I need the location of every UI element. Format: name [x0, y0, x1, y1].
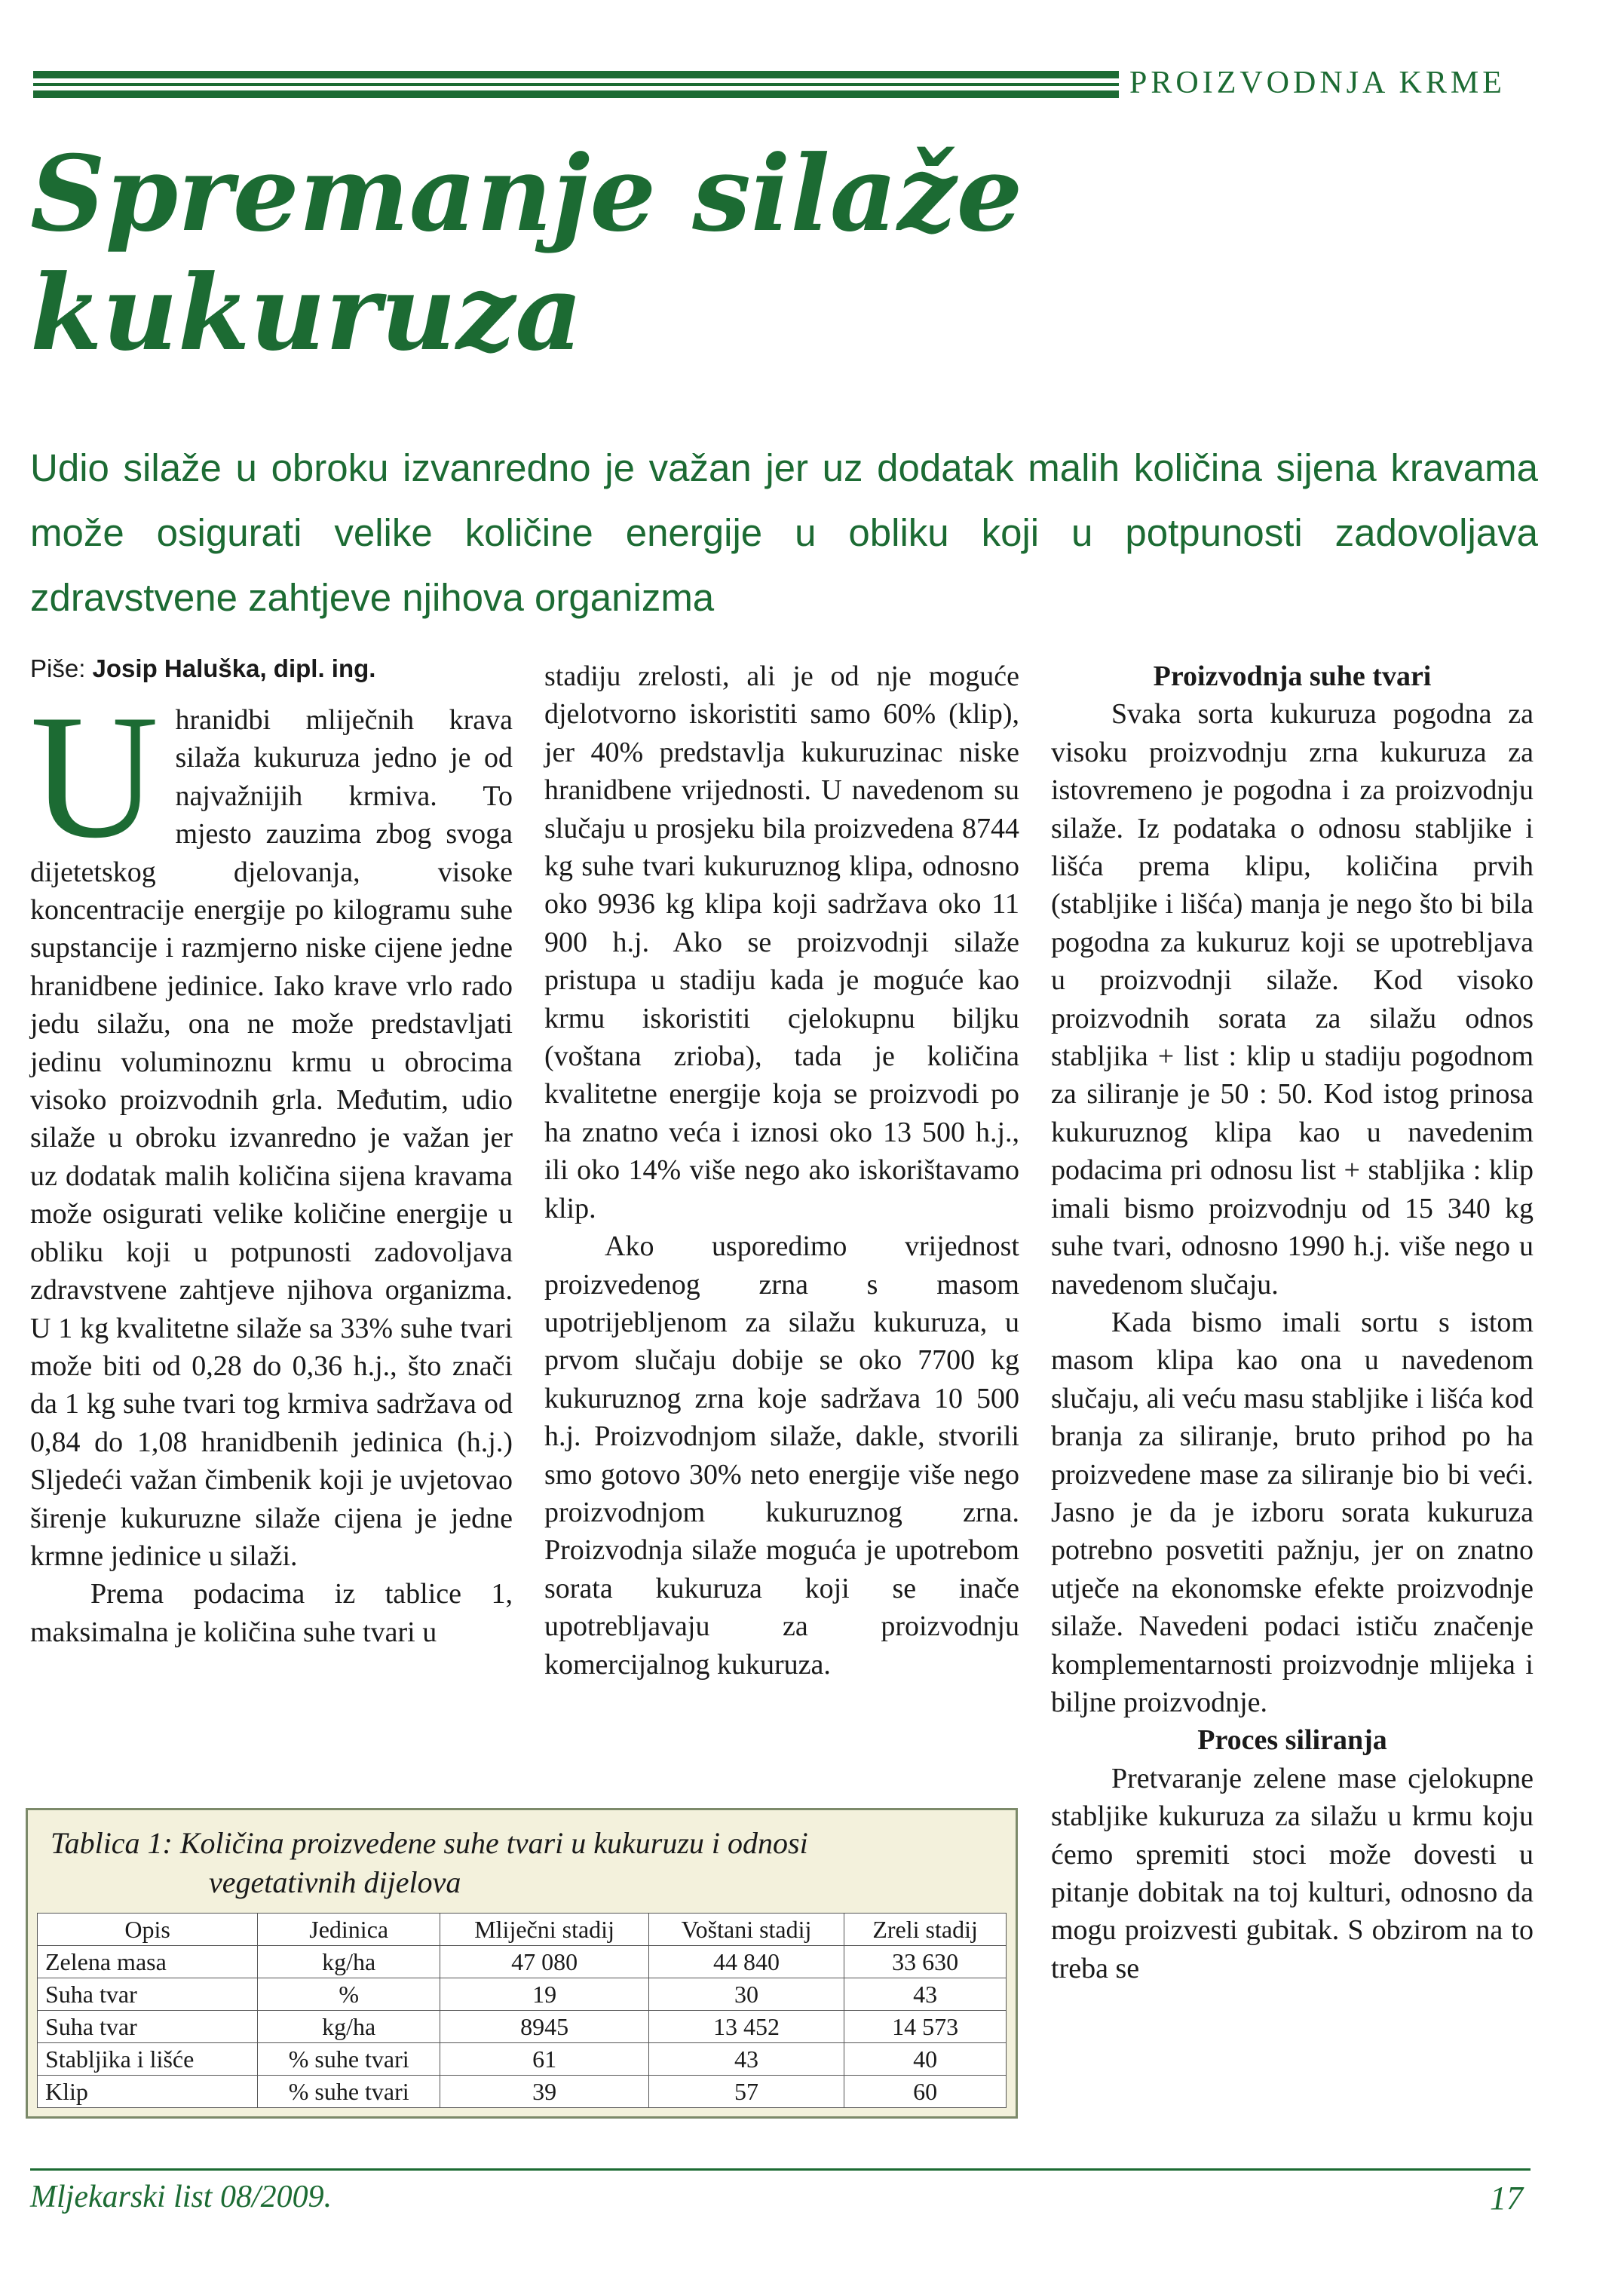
col1-paragraph-1: hranidbi mliječnih krava silaža kukuruza jedno je od najvažnijih krmiva. To mjesto zauzima zbog svoga dijetetskog djelovanja, visoke koncentracije energije po kilogramu suhe supstancije i razmjerno niske cijene jedne hranidbene jedinice. Iako krave vrlo rado jedu silažu, ona ne može predstavljati jedinu voluminoznu krmu u obrocima visoko proizvodnih grla. Međutim, udio silaže u obroku izvanredno je važan jer uz dodatak malih količina sijena kravama može osigurati velike količine energije u obliku koji u potpunosti zadovoljava zdravstvene zahtjeve njihova organizma. U 1 kg kvalitetne silaže sa 33% suhe tvari može biti od 0,28 do 0,36 h.j., što znači da 1 kg suhe tvari tog krmiva sadržava od 0,84 do 1,08 hranidbenih jedinica (h.j.) Sljedeći važan čimbenik koji je uvjetovao širenje kukuruzne silaže cijena je jedne krmne jedinice u silaži. — [30, 704, 513, 1572]
table-header-cell: Mliječni stadij — [440, 1914, 649, 1946]
drop-cap: U — [30, 679, 159, 875]
table-header-cell: Opis — [38, 1914, 258, 1946]
table-cell: 43 — [648, 2043, 844, 2076]
table-cell: 61 — [440, 2043, 649, 2076]
table-cell: 33 630 — [844, 1946, 1007, 1978]
table-cell: 47 080 — [440, 1946, 649, 1978]
article-column-2 — [544, 657, 1019, 1684]
header-rule-bottom — [33, 90, 1119, 98]
table-cell: 60 — [844, 2076, 1007, 2108]
title-line-2: kukuruza — [30, 251, 583, 374]
byline-author: Josip Haluška, dipl. ing. — [92, 654, 376, 682]
table-caption-line-2: vegetativnih dijelova — [209, 1865, 461, 1899]
header-rule-top — [33, 71, 1119, 78]
table-row — [38, 2076, 1007, 2108]
table-cell: kg/ha — [258, 1946, 440, 1978]
subheading-ensiling: Proces siliranja — [1197, 1724, 1387, 1757]
table-cell: Suha tvar — [38, 1978, 258, 2011]
table-cell: 14 573 — [844, 2011, 1007, 2043]
col3-paragraph-1: Svaka sorta kukuruza pogodna za visoku proizvodnju zrna kukuruza za istovremeno je pogodna i za proizvodnju silaže. Iz podataka o odnosu stabljike i lišća prema klipu, količina prvih (stabljike i lišća) manja je nego što bi bila pogodna za kukuruz koji se upotrebljava u proizvodnji silaže. Kod visoko proizvodnih sorata za silažu odnos stabljika + list : klip u stadiju pogodnom za siliranje je 50 : 50. Kod istog prinosa kukuruznog klipa kao u navedenim podacima pri odnosu list + stabljika : klip imali bismo proizvodnju od 15 340 kg suhe tvari, odnosno 1990 h.j. više nego u navedenom slučaju. — [1051, 698, 1534, 1301]
table-cell: 39 — [440, 2076, 649, 2108]
section-label: PROIZVODNJA KRME — [1129, 66, 1506, 100]
table-cell: Suha tvar — [38, 2011, 258, 2043]
table-cell: Stabljika i lišće — [38, 2043, 258, 2076]
table-header-cell: Zreli stadij — [844, 1914, 1007, 1946]
table-cell: 44 840 — [648, 1946, 844, 1978]
table-cell: 13 452 — [648, 2011, 844, 2043]
article-column-3 — [1051, 657, 1534, 1987]
table-cell: Zelena masa — [38, 1946, 258, 1978]
table-row — [38, 1978, 1007, 2011]
data-table — [37, 1913, 1007, 2108]
table-header-cell: Jedinica — [258, 1914, 440, 1946]
byline-prefix: Piše: — [30, 654, 86, 682]
table-cell: 40 — [844, 2043, 1007, 2076]
table-header-row — [38, 1914, 1007, 1946]
publication-footer: Mljekarski list 08/2009. — [30, 2180, 332, 2214]
table-caption — [51, 1824, 985, 1902]
table-caption-line-1: Tablica 1: Količina proizvedene suhe tvari u kukuruzu i odnosi — [51, 1826, 808, 1860]
table-cell: % suhe tvari — [258, 2043, 440, 2076]
col3-paragraph-2: Kada bismo imali sortu s istom masom klipa kao ona u navedenom slučaju, ali veću masu stabljike i lišća kod branja za siliranje, bruto prihod po ha proizvedene mase za siliranje bio bi veći. Jasno je da je izboru sorata kukuruza potrebno posvetiti pažnju, jer on znatno utječe na ekonomske efekte proizvodnje silaže. Navedeni podaci ističu značenje komplementarnosti proizvodnje mlijeka i biljne proizvodnje. — [1051, 1306, 1534, 1718]
col2-paragraph-1: stadiju zrelosti, ali je od nje moguće djelotvorno iskoristiti samo 60% (klip), jer 40% predstavlja kukuruzinac niske hranidbene vrijednosti. U navedenom su slučaju u prosjeku bila proizvedena 8744 kg suhe tvari kukuruznog klipa, odnosno oko 9936 kg klipa koji sadržava oko 11 900 h.j. Ako se proizvodnji silaže pristupa u stadiju kada je moguće kao krmu iskoristiti cjelokupnu biljku (voštana zrioba), tada je količina kvalitetne energije koja se proizvodi po ha znatno veća i iznosi oko 13 500 h.j., ili oko 14% više nego ako iskorištavamo klip. — [544, 660, 1019, 1224]
page-number: 17 — [1490, 2180, 1523, 2217]
table-row — [38, 2011, 1007, 2043]
table-cell: 43 — [844, 1978, 1007, 2011]
table-header-cell: Voštani stadij — [648, 1914, 844, 1946]
col2-paragraph-2: Ako usporedimo vrijednost proizvedenog zrna s masom upotrijebljenom za silažu kukuruza, u prvom slučaju dobije se oko 7700 kg kukuruznog zrna koje sadržava 10 500 h.j. Proizvodnjom silaže, dakle, stvorili smo gotovo 30% neto energije više nego proizvodnjom kukuruznog zrna. Proizvodnja silaže moguća je upotrebom sorata kukuruza koji se inače upotrebljavaju za proizvodnju komercijalnog kukuruza. — [544, 1230, 1019, 1681]
col1-paragraph-2: Prema podacima iz tablice 1, maksimalna je količina suhe tvari u — [30, 1578, 513, 1648]
table-row — [38, 1946, 1007, 1978]
lead-paragraph: Udio silaže u obroku izvanredno je važan jer uz dodatak malih količina sijena kravama može osigurati velike količine energije u obliku koji u potpunosti zadovoljava zdravstvene zahtjeve njihova organizma — [30, 446, 1538, 619]
article-column-1 — [30, 679, 513, 1651]
footer-rule — [30, 2168, 1531, 2171]
table-cell: kg/ha — [258, 2011, 440, 2043]
table-box — [26, 1808, 1018, 2119]
col3-paragraph-3: Pretvaranje zelene mase cjelokupne stabljike kukuruza za silažu u krmu koju ćemo spremiti stoci može dovesti u pitanje dobitak na toj kulturi, odnosno da mogu proizvesti gubitak. S obzirom na to treba se — [1051, 1762, 1534, 1984]
table-cell: 8945 — [440, 2011, 649, 2043]
table-row — [38, 2043, 1007, 2076]
table-cell: 19 — [440, 1978, 649, 2011]
table-cell: % — [258, 1978, 440, 2011]
header-rule-middle — [33, 83, 1119, 86]
table-cell: 30 — [648, 1978, 844, 2011]
article-title — [30, 134, 1236, 372]
title-line-1: Spremanje silaže — [30, 132, 1023, 255]
table-cell: 57 — [648, 2076, 844, 2108]
table-cell: Klip — [38, 2076, 258, 2108]
subheading-dry-matter: Proizvodnja suhe tvari — [1153, 660, 1432, 692]
table-cell: % suhe tvari — [258, 2076, 440, 2108]
